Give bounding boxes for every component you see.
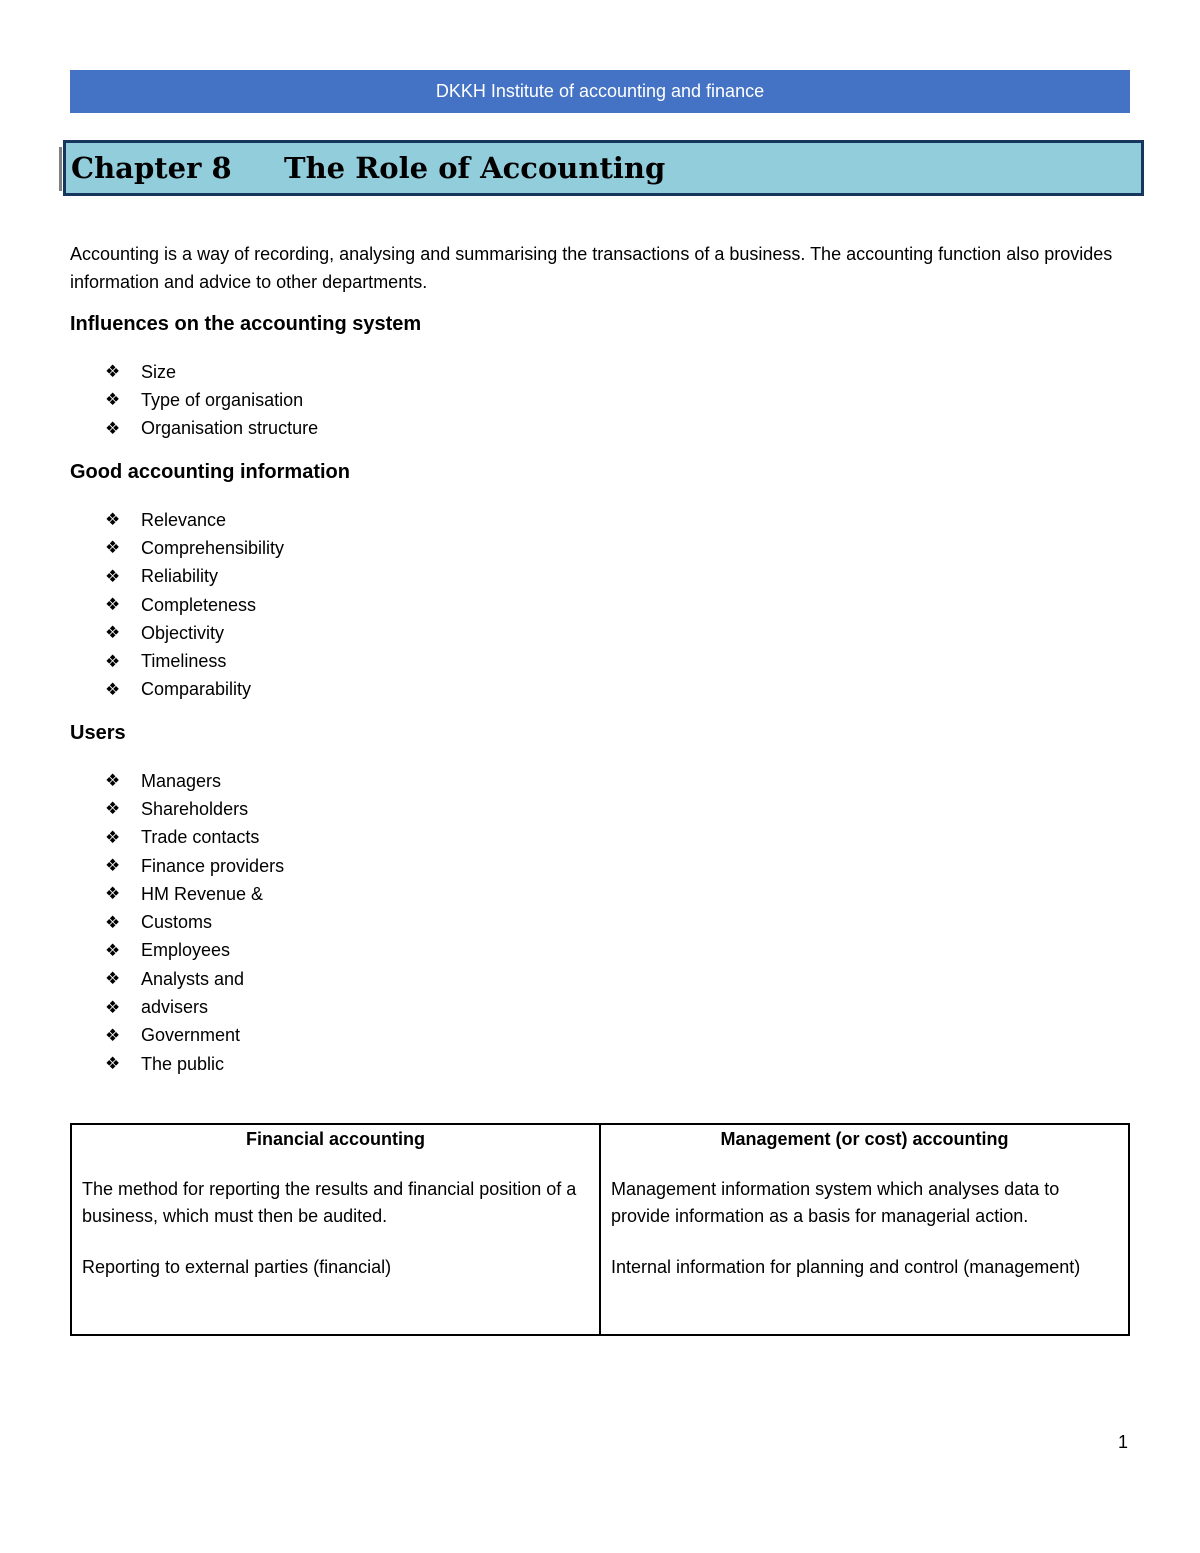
- management-accounting-heading: Management (or cost) accounting: [720, 1129, 1009, 1149]
- list-item: [105, 563, 284, 591]
- list-item-label: Organisation structure: [141, 418, 319, 439]
- list-item-label: Government: [141, 1025, 241, 1046]
- diamond-bullet-icon: ❖: [105, 856, 121, 876]
- users-list: [105, 767, 284, 1078]
- list-item: [105, 647, 284, 675]
- list-item-label: Analysts and: [141, 968, 245, 989]
- list-item: [105, 534, 284, 562]
- list-item: [105, 358, 318, 386]
- management-accounting-cell: [600, 1124, 1129, 1335]
- diamond-bullet-icon: ❖: [105, 538, 121, 558]
- users-heading: Users: [70, 722, 126, 744]
- list-item-label: Shareholders: [141, 798, 249, 819]
- financial-accounting-heading: Financial accounting: [245, 1129, 426, 1149]
- chapter-title: The Role of Accounting: [284, 151, 666, 185]
- chapter-heading: [63, 140, 1144, 196]
- list-item-label: Size: [141, 361, 177, 382]
- chapter-number: Chapter 8: [71, 151, 232, 185]
- list-item-label: advisers: [141, 997, 209, 1018]
- list-item: [105, 506, 284, 534]
- diamond-bullet-icon: ❖: [105, 997, 121, 1017]
- diamond-bullet-icon: ❖: [105, 1025, 121, 1045]
- financial-accounting-cell: [71, 1124, 600, 1335]
- diamond-bullet-icon: ❖: [105, 827, 121, 847]
- institute-name: DKKH Institute of accounting and finance: [435, 81, 765, 101]
- list-item-label: The public: [141, 1053, 225, 1074]
- diamond-bullet-icon: ❖: [105, 799, 121, 819]
- diamond-bullet-icon: ❖: [105, 418, 121, 438]
- diamond-bullet-icon: ❖: [105, 884, 121, 904]
- list-item-label: Managers: [141, 770, 222, 791]
- diamond-bullet-icon: ❖: [105, 651, 121, 671]
- list-item: [105, 1022, 284, 1050]
- good-info-heading: Good accounting information: [70, 461, 350, 483]
- diamond-bullet-icon: ❖: [105, 595, 121, 615]
- accounting-comparison-table: [70, 1123, 1130, 1336]
- list-item: [105, 824, 284, 852]
- management-accounting-description: Management information system which analyses data to provide information as a basis for managerial action.: [611, 1179, 1060, 1226]
- diamond-bullet-icon: ❖: [105, 510, 121, 530]
- list-item-label: Reliability: [141, 566, 219, 587]
- influences-heading: Influences on the accounting system: [70, 313, 422, 335]
- list-item: [105, 993, 284, 1021]
- list-item: [105, 937, 284, 965]
- list-item: [105, 619, 284, 647]
- diamond-bullet-icon: ❖: [105, 623, 121, 643]
- list-item-label: HM Revenue &: [141, 883, 264, 904]
- list-item: [105, 852, 284, 880]
- list-item: [105, 908, 284, 936]
- list-item: [105, 795, 284, 823]
- diamond-bullet-icon: ❖: [105, 771, 121, 791]
- diamond-bullet-icon: ❖: [105, 1054, 121, 1074]
- list-item: [105, 386, 318, 414]
- diamond-bullet-icon: ❖: [105, 969, 121, 989]
- influences-list: [105, 358, 318, 443]
- financial-accounting-note: Reporting to external parties (financial): [82, 1257, 392, 1277]
- diamond-bullet-icon: ❖: [105, 390, 121, 410]
- diamond-bullet-icon: ❖: [105, 679, 121, 699]
- list-item: [105, 767, 284, 795]
- list-item-label: Trade contacts: [141, 827, 260, 848]
- diamond-bullet-icon: ❖: [105, 566, 121, 586]
- list-item-label: Completeness: [141, 594, 257, 615]
- list-item-label: Finance providers: [141, 855, 285, 876]
- list-item-label: Timeliness: [141, 651, 227, 672]
- list-item-label: Type of organisation: [141, 389, 304, 410]
- intro-paragraph: Accounting is a way of recording, analysing and summarising the transactions of a business. The accounting function also provides information and advice to other departments.: [70, 244, 1113, 292]
- list-item-label: Objectivity: [141, 622, 225, 643]
- diamond-bullet-icon: ❖: [105, 940, 121, 960]
- diamond-bullet-icon: ❖: [105, 912, 121, 932]
- management-accounting-note: Internal information for planning and control (management): [611, 1257, 1081, 1277]
- list-item: [105, 880, 284, 908]
- good-info-list: [105, 506, 284, 704]
- list-item: [105, 965, 284, 993]
- list-item: [105, 415, 318, 443]
- financial-accounting-description: The method for reporting the results and financial position of a business, which must then be audited.: [82, 1179, 577, 1226]
- institute-header: [70, 70, 1130, 113]
- list-item-label: Customs: [141, 912, 213, 933]
- table-row: [71, 1124, 1129, 1335]
- list-item: [105, 1050, 284, 1078]
- list-item-label: Relevance: [141, 509, 227, 530]
- list-item-label: Comprehensibility: [141, 537, 285, 558]
- page-number: 1: [1118, 1432, 1129, 1452]
- diamond-bullet-icon: ❖: [105, 362, 121, 382]
- list-item: [105, 676, 284, 704]
- list-item: [105, 591, 284, 619]
- list-item-label: Employees: [141, 940, 231, 961]
- list-item-label: Comparability: [141, 679, 252, 700]
